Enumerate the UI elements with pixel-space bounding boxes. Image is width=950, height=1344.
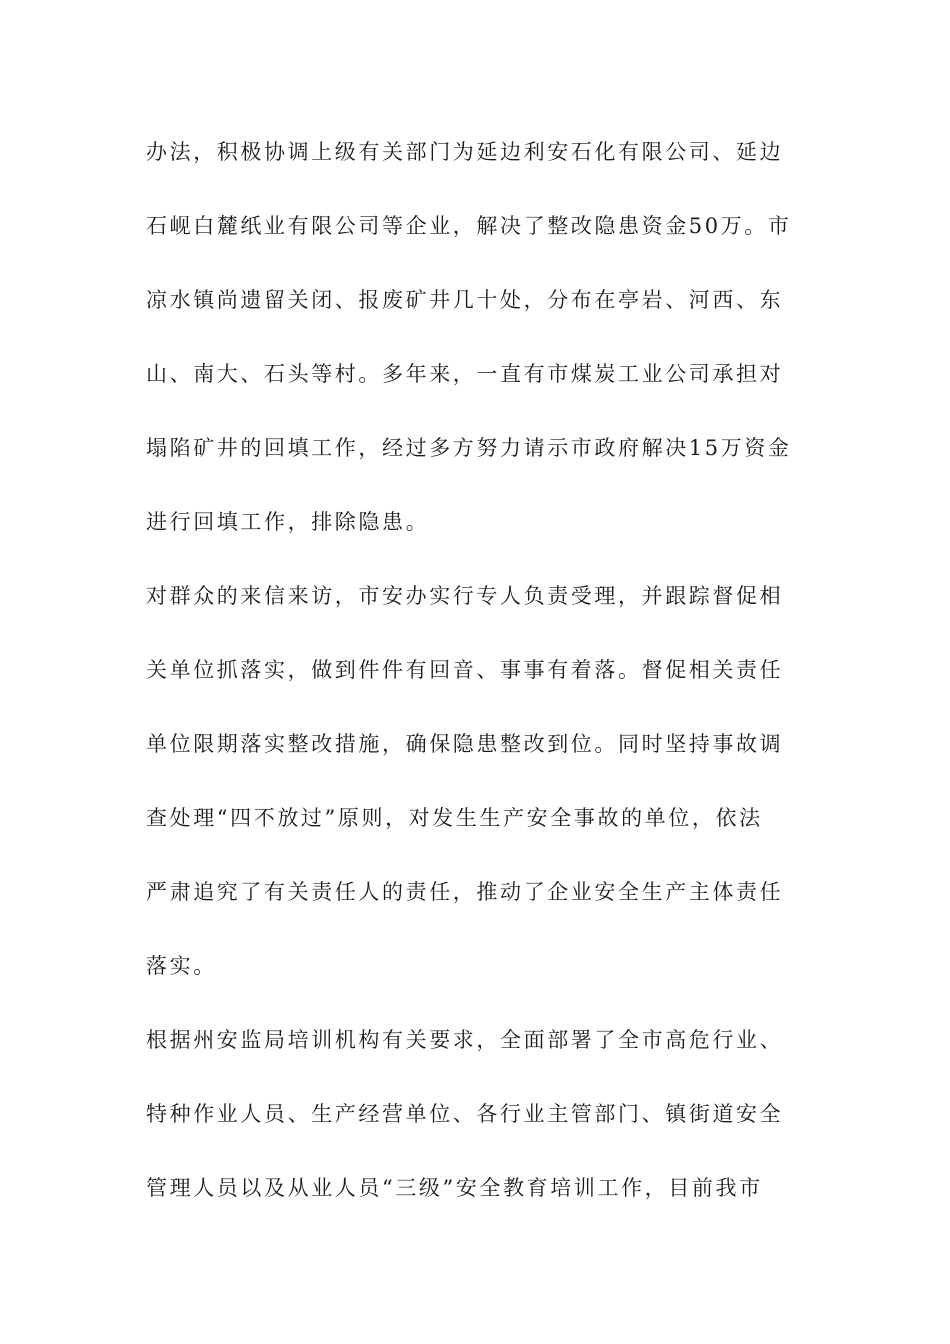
- paragraph-2: [146, 572, 806, 1016]
- text-line: 办法，积极协调上级有关部门为延边利安石化有限公司、延边: [146, 140, 784, 164]
- text-line: 查处理“四不放过”原则，对发生生产安全事故的单位，依法: [146, 806, 763, 830]
- text-line: 落实。: [146, 954, 217, 978]
- text-line: 严肃追究了有关责任人的责任，推动了企业安全生产主体责任: [146, 880, 784, 904]
- text-line: 石岘白麓纸业有限公司等企业，解决了整改隐患资金50万。市: [146, 214, 792, 238]
- paragraph-3: [146, 1016, 806, 1238]
- document-body: [146, 128, 806, 1238]
- text-line: 管理人员以及从业人员“三级”安全教育培训工作，目前我市: [146, 1176, 763, 1200]
- text-line: 山、南大、石头等村。多年来，一直有市煤炭工业公司承担对: [146, 362, 784, 386]
- text-line: 关单位抓落实，做到件件有回音、事事有着落。督促相关责任: [146, 658, 784, 682]
- text-line: 特种作业人员、生产经营单位、各行业主管部门、镇街道安全: [146, 1102, 784, 1126]
- paragraph-1: [146, 128, 806, 572]
- text-line: 塌陷矿井的回填工作，经过多方努力请示市政府解决15万资金: [146, 436, 792, 460]
- text-line: 根据州安监局培训机构有关要求，全面部署了全市高危行业、: [146, 1028, 784, 1052]
- text-line: 凉水镇尚遗留关闭、报废矿井几十处，分布在亭岩、河西、东: [146, 288, 784, 312]
- text-line: 对群众的来信来访，市安办实行专人负责受理，并跟踪督促相: [146, 584, 784, 608]
- text-line: 进行回填工作，排除隐患。: [146, 510, 430, 534]
- text-line: 单位限期落实整改措施，确保隐患整改到位。同时坚持事故调: [146, 732, 784, 756]
